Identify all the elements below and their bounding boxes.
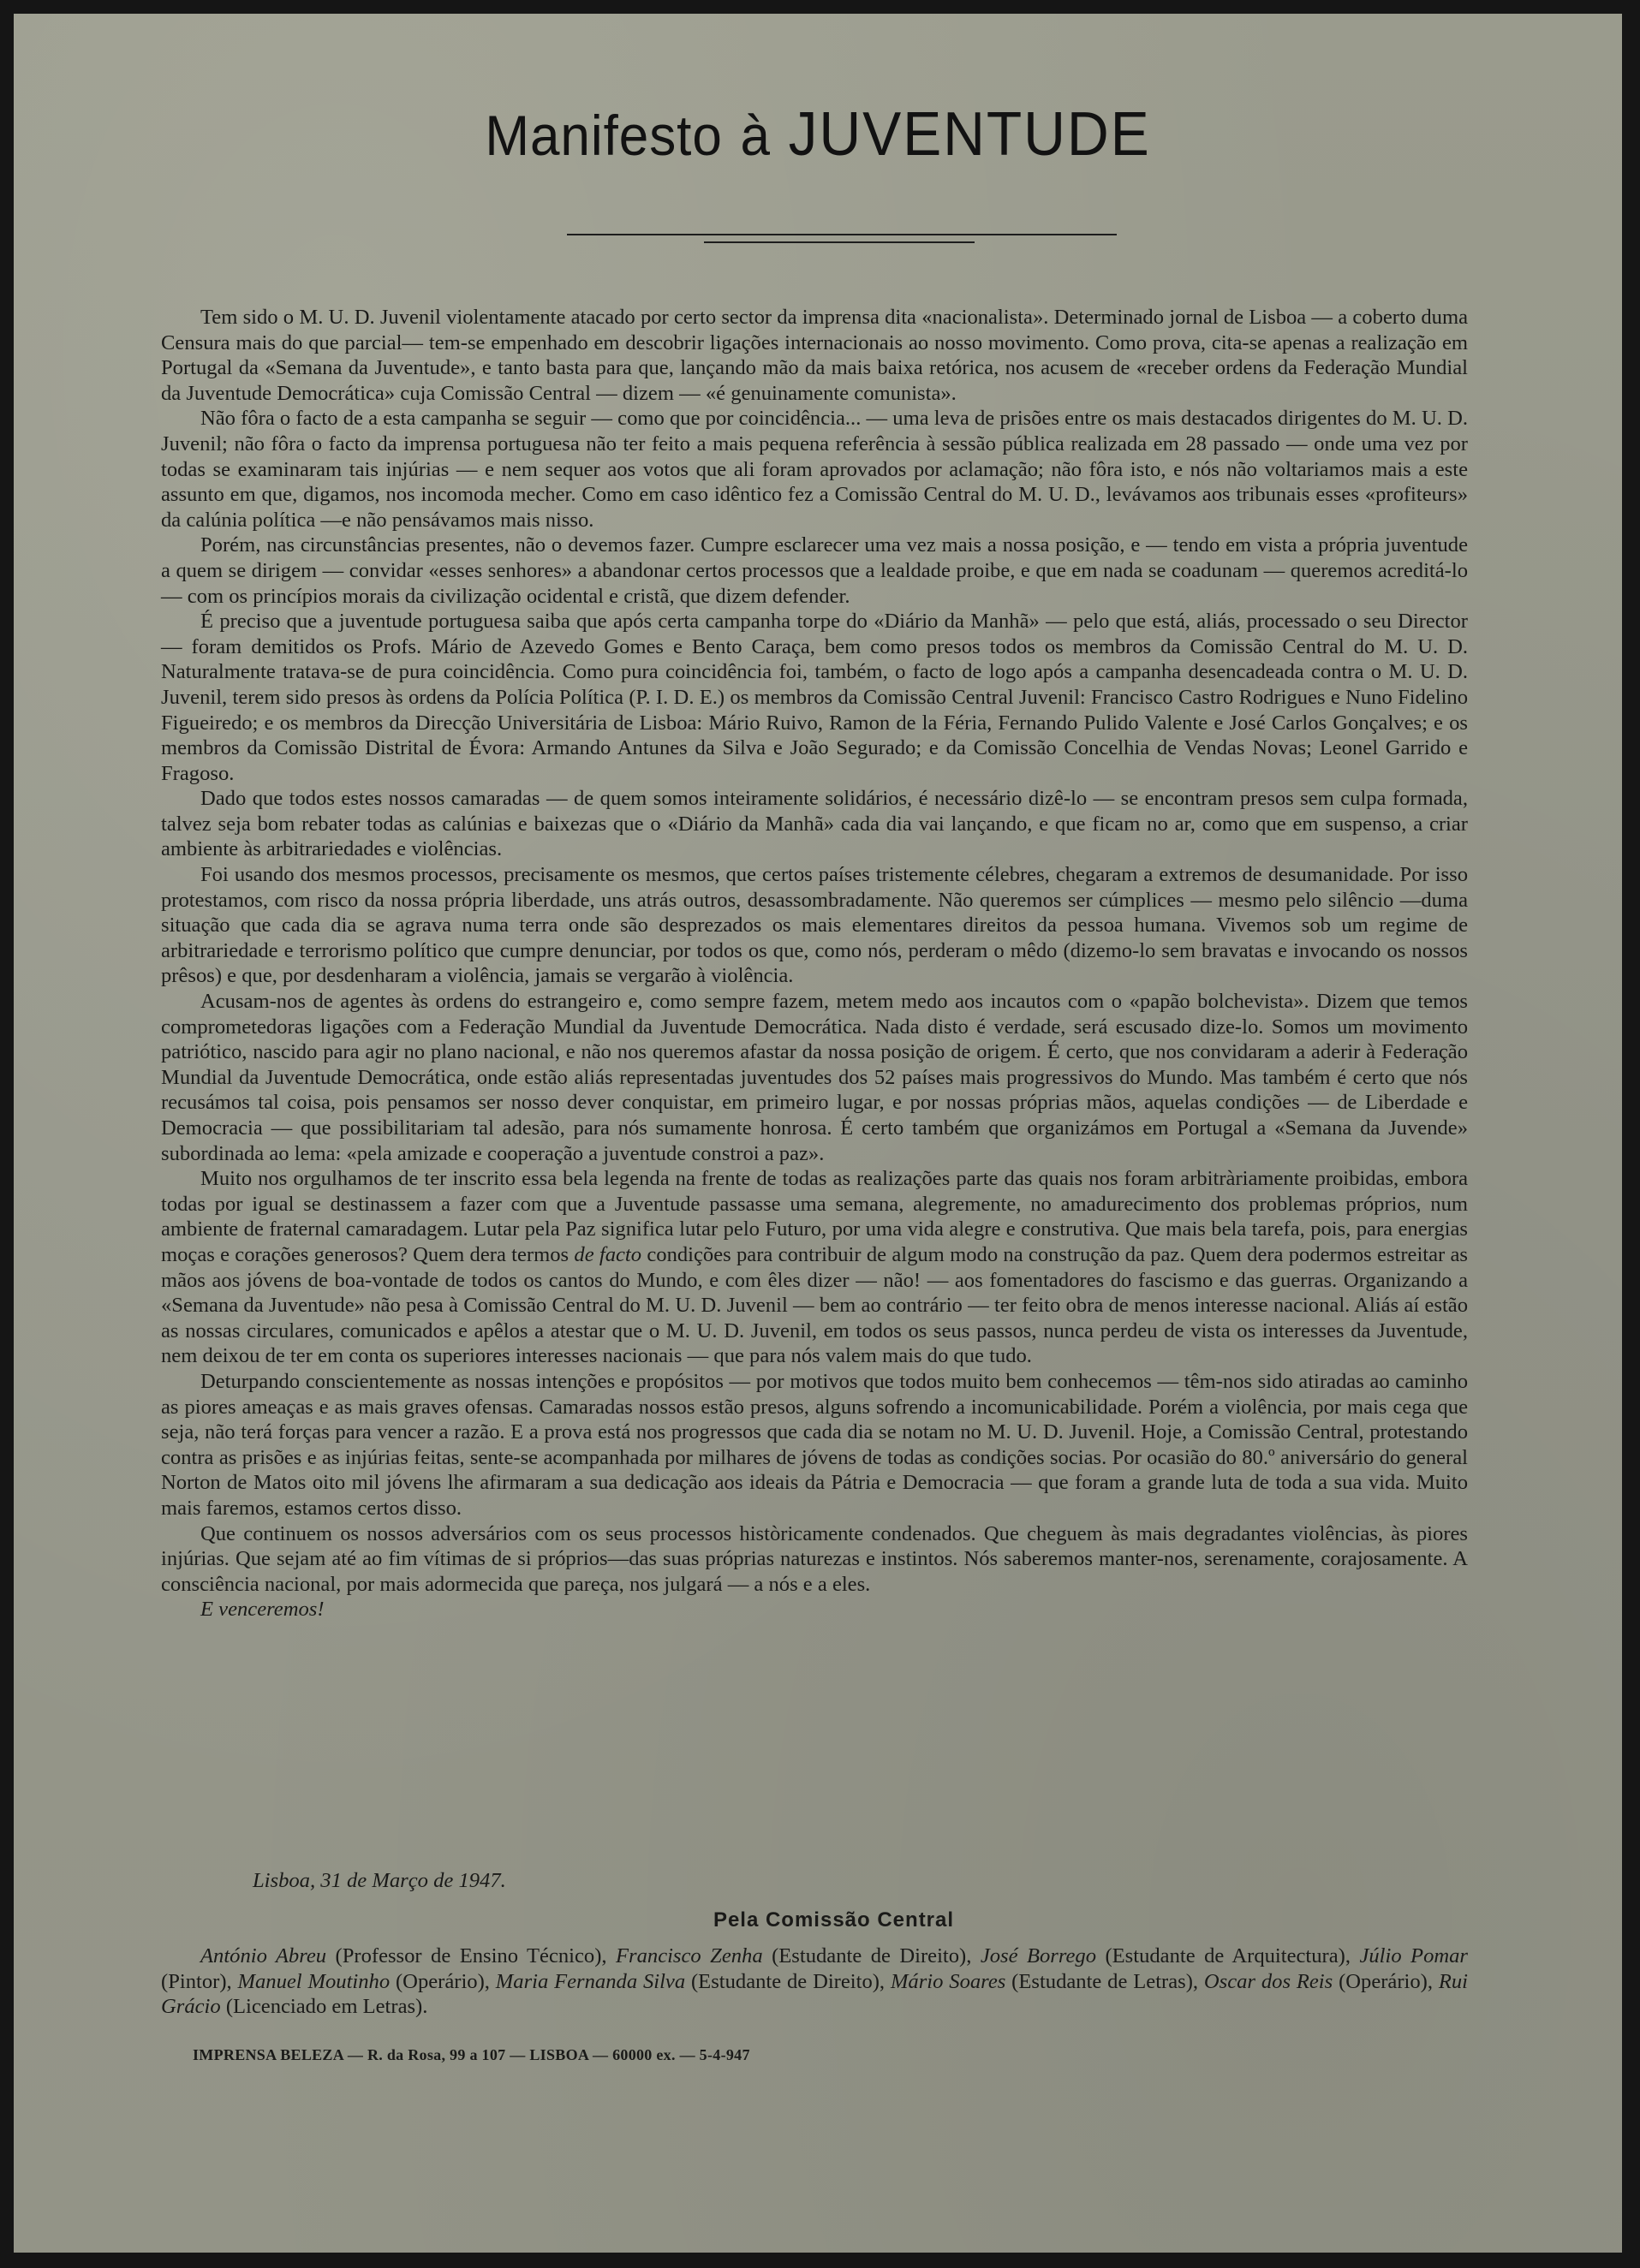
signatory-name: António Abreu: [200, 1944, 327, 1967]
signatory-role: (Professor de Ensino Técnico),: [326, 1944, 616, 1967]
signatory-role: (Licenciado em Letras).: [220, 1995, 428, 2019]
signatory-name: Júlio Pomar: [1359, 1944, 1469, 1967]
signatory-role: (Estudante de Letras),: [1005, 1969, 1204, 1993]
signatory-role: (Operário),: [1333, 1969, 1439, 1993]
paragraph: É preciso que a juventude portuguesa saiba que após certa campanha torpe do «Diário da Manhã» — pelo que está, aliás, processado o seu Director — foram demitidos os Profs. Mário de Azevedo Gomes e Bento Caraça, bem como presos todos os membros da Comissão Central do M. U. D. Naturalmente tratava-se de pura coincidência. Como pura coincidência foi, também, o facto de logo após a campanha desencadeada contra o M. U. D. Juvenil, terem sido presos às ordens da Polícia Política (P. I. D. E.) os membros da Comissão Central Juvenil: Francisco Castro Rodrigues e Nuno Fidelino Figueiredo; e os membros da Direcção Universitária de Lisboa: Mário Ruivo, Ramon de la Féria, Fernando Pulido Valente e José Carlos Gonçalves; e os membros da Comissão Distrital de Évora: Armando Antunes da Silva e João Segurado; e da Comissão Concelhia de Vendas Novas; Leonel Garrido e Fragoso.: [161, 610, 1468, 785]
signatory-role: (Estudante de Direito),: [685, 1969, 891, 1993]
title-preposition: à: [740, 104, 771, 167]
signatory-name: Rui Grácio: [161, 1969, 1469, 2019]
printer-imprint: IMPRENSA BELEZA — R. da Rosa, 99 a 107 — LISBOA — 60000 ex. — 5-4-947: [193, 2046, 750, 2063]
paragraph-text: condições para contribuir de algum modo na construção da paz. Quem dera podermos estreitar as mãos aos jóvens de boa-vontade de todos os cantos do Mundo, e com êles dizer — não! — aos fomentadores do fascismo e das guerras. Organizando a «Semana da Juventude» não pesa à Comissão Central do M. U. D. Juvenil — bem ao contrário — ter feito obra de menos interesse nacional. Aliás aí estão as nossas circulares, comunicados e apêlos a atestar que o M. U. D. Juvenil, em todos os seus passos, nunca perdeu de vista os interesses da Juventude, nem deixou de ter em conta os superiores interesses nacionais — que para nós valem mais do que tudo.: [161, 1242, 1468, 1368]
signatory-name: Maria Fernanda Silva: [495, 1969, 686, 1993]
paragraph: Não fôra o facto de a esta campanha se seguir — como que por coincidência... — uma leva de prisões entre os mais destacados dirigentes do M. U. D. Juvenil; não fôra o facto da imprensa portuguesa não ter feito a mais pequena referência à sessão pública realizada em 28 passado — onde uma vez por todas se examinaram tais injúrias — e nem sequer aos votos que ali foram aprovados por aclamação; não fôra isto, e nós não voltariamos mais a este assunto em que, digamos, nos incomoda mecher. Como em caso idêntico fez a Comissão Central do M. U. D., levávamos aos tribunais esses «profiteurs» da calúnia política —e não pensávamos mais nisso.: [161, 407, 1468, 532]
paragraph-final: [161, 1521, 1468, 1622]
signatory-name: Oscar dos Reis: [1203, 1969, 1333, 1993]
paragraph: Dado que todos estes nossos camaradas — de quem somos inteiramente solidários, é necessário dizê-lo — se encontram presos sem culpa formada, talvez seja bom rebater todas as calúnias e baixezas que o «Diário da Manhã» cada dia vai lançando, e que ficam no ar, como que em suspenso, a criar ambiente às arbitrariedades e violências.: [161, 787, 1468, 861]
paragraph: Deturpando conscientemente as nossas intenções e propósitos — por motivos que todos muito bem conhecemos — têm-nos sido atiradas ao caminho as piores ameaças e as mais graves ofensas. Camaradas nossos estão presos, alguns sofrendo a incomunicabilidade. Porém a violência, por mais cega que seja, não terá forças para vencer a razão. E a prova está nos progressos que cada dia se notam no M. U. D. Juvenil. Hoje, a Comissão Central, protestando contra as prisões e as injúrias feitas, sente-se acompanhada por milhares de jóvens de todas as condições socias. Por ocasião do 80.º aniversário do general Norton de Matos oito mil jóvens lhe afirmaram a sua dedicação aos ideais da Pátria e Democracia — que foram a grande luta de toda a sua vida. Muito mais faremos, estamos certos disso.: [161, 1369, 1468, 1520]
title-main: JUVENTUDE: [788, 100, 1151, 169]
manifesto-body: [161, 305, 1468, 1622]
signatory-name: Mário Soares: [890, 1969, 1006, 1993]
signed-by-heading: Pela Comissão Central: [713, 1908, 955, 1932]
signatory-role: (Operário),: [390, 1969, 496, 1993]
page-title: [62, 99, 1573, 170]
dateline: Lisboa, 31 de Março de 1947.: [253, 1869, 506, 1892]
closing-line: E venceremos!: [200, 1598, 325, 1622]
signatory-role: (Pintor),: [161, 1969, 238, 1993]
signatory-name: José Borrego: [980, 1944, 1097, 1967]
emphasis-de-facto: de facto: [574, 1242, 642, 1266]
signatory-role: (Estudante de Direito),: [762, 1944, 981, 1967]
title-lead: Manifesto: [485, 104, 723, 167]
title-divider-short: [704, 241, 975, 243]
paragraph-text: Que continuem os nossos adversários com os seus processos històricamente condenados. Que cheguem às mais degradantes violências, às piores injúrias. Que sejam até ao fim vítimas de si próprios—das suas próprias naturezas e instintos. Nós saberemos manter-nos, serenamente, corajosamente. A consciência nacional, por mais adormecida que pareça, nos julgará — a nós e a eles.: [161, 1521, 1468, 1596]
paragraph-text: Muito nos orgulhamos de ter inscrito essa bela legenda na frente de todas as realizações parte das quais nos foram arbitràriamente proibidas, embora todas por igual se destinassem a fazer com que a Juventude passasse uma semana, alegremente, no amadurecimento dos problemas próprios, num ambiente de fraternal camaradagem. Lutar pela Paz significa lutar pelo Futuro, por uma vida alegre e construtiva. Que mais bela tarefa, pois, para energias moças e corações generosos? Quem dera termos: [161, 1167, 1468, 1266]
paragraph: Acusam-nos de agentes às ordens do estrangeiro e, como sempre fazem, metem medo aos incautos com o «papão bolchevista». Dizem que temos comprometedoras ligações com a Federação Mundial da Juventude Democrática. Nada disto é verdade, será escusado dize-lo. Somos um movimento patriótico, nascido para agir no plano nacional, e não nos queremos afastar da nossa posição de origem. É certo, que nos convidaram a aderir à Federação Mundial da Juventude Democrática, onde estão aliás representadas juventudes dos 52 países mais progressivos do Mundo. Mas também é certo que nós recusámos tal coisa, pois pensamos ser nosso dever conquistar, em primeiro lugar, e por nossas próprias mãos, aquelas condições — de Liberdade e Democracia — que possibilitariam tal adesão, para nós sumamente honrosa. É certo também que organizámos em Portugal a «Semana da Juvende» subordinada ao lema: «pela amizade e cooperação a juventude constroi a paz».: [161, 990, 1468, 1165]
signatories-list: [161, 1944, 1468, 2020]
paragraph: Tem sido o M. U. D. Juvenil violentamente atacado por certo sector da imprensa dita «nacionalista». Determinado jornal de Lisboa — a coberto duma Censura mais do que parcial— tem-se empenhado em descobrir ligações internacionais ao nosso movimento. Como prova, cita-se apenas a realização em Portugal da «Semana da Juventude», e tanto basta para que, lançando mão da mais baixa retórica, nos acusem de «receber ordens da Federação Mundial da Juventude Democrática» cuja Comissão Central — dizem — «é genuinamente comunista».: [161, 306, 1468, 405]
signatory-name: Francisco Zenha: [616, 1944, 763, 1967]
signatory-name: Manuel Moutinho: [237, 1969, 391, 1993]
paragraph-with-emphasis: [161, 1166, 1468, 1369]
signatory-role: (Estudante de Arquitectura),: [1096, 1944, 1360, 1967]
manifesto-sheet: [14, 14, 1622, 2253]
paragraph: Foi usando dos mesmos processos, precisamente os mesmos, que certos países tristemente célebres, chegaram a extremos de desumanidade. Por isso protestamos, com risco da nossa própria liberdade, uns atrás outros, desassombradamente. Não queremos ser cúmplices — mesmo pelo silêncio —duma situação que cada dia se agrava numa terra onde são desprezados os mais elementares direitos da pessoa humana. Vivemos sob um regime de arbitrariedade e terrorismo político que cumpre denunciar, por todos os que, como nós, perderam o mêdo (dizemo-lo sem bravatas e invocando os nossos prêsos) e que, por desdenharam a violência, jamais se vergarão à violência.: [161, 863, 1468, 988]
title-divider-long: [567, 234, 1117, 235]
paragraph: Porém, nas circunstâncias presentes, não o devemos fazer. Cumpre esclarecer uma vez mais a nossa posição, e — tendo em vista a própria juventude a quem se dirigem — convidar «esses senhores» a abandonar certos processos que a lealdade proibe, e que em nada se coadunam — queremos acreditá-lo — com os princípios morais da civilização ocidental e cristã, que dizem defender.: [161, 533, 1468, 608]
